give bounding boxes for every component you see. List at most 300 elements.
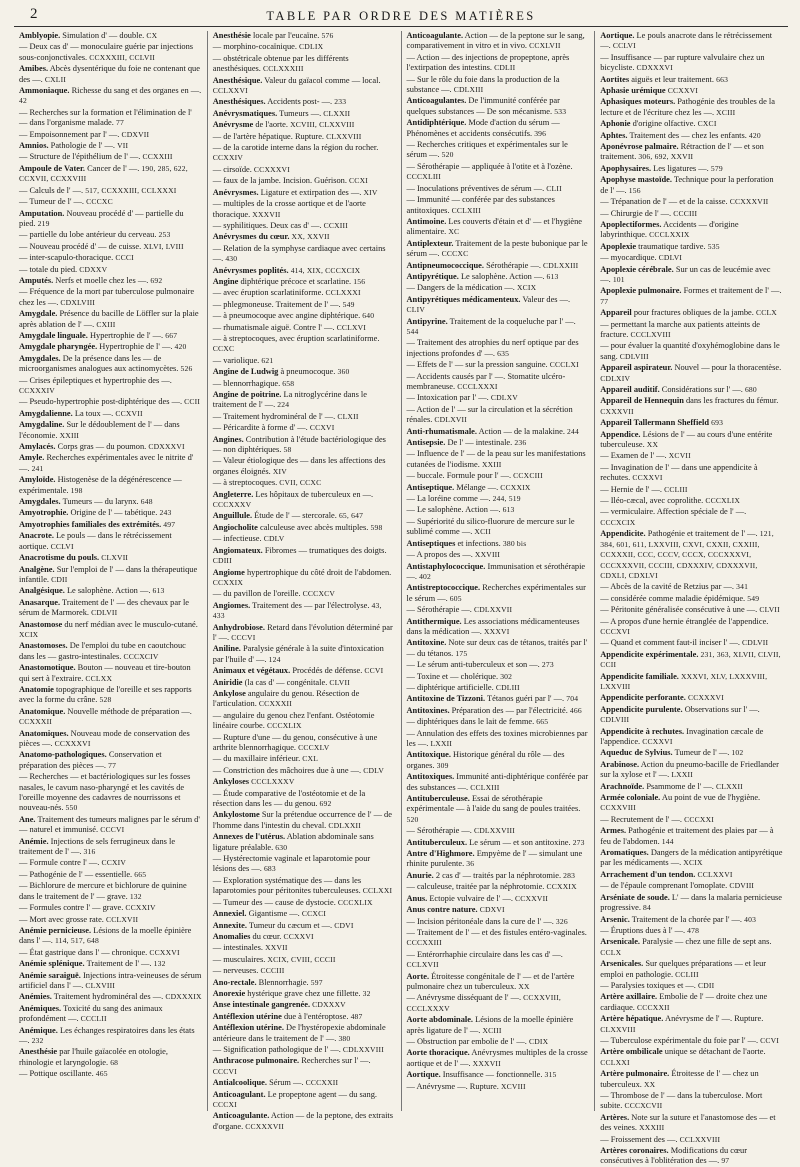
index-reference: CDLXVII: [434, 415, 468, 425]
index-entry: [19, 1069, 202, 1079]
index-term: Apoplexie cérébrale.: [600, 264, 674, 274]
index-reference: CCCLII: [80, 1014, 107, 1024]
index-entry: [407, 683, 590, 693]
index-entry: [600, 1069, 783, 1090]
index-description: — pour évaluer la quantité d'oxyhémoglobine dans le sang.: [600, 341, 780, 361]
index-entry: [213, 334, 396, 355]
index-reference: CCXXXVI: [253, 164, 290, 174]
index-entry: [600, 1014, 783, 1035]
index-entry: [600, 1091, 783, 1112]
index-entry: [19, 815, 202, 836]
index-reference: CCLIII: [675, 969, 699, 979]
index-description: Hypertrophie de l' —.: [89, 330, 164, 340]
index-reference: CCXI: [349, 176, 368, 186]
index-reference: 497: [163, 519, 176, 529]
index-term: Amyotrophie.: [19, 508, 69, 518]
index-term: Appareil aspirateur.: [600, 363, 673, 373]
index-reference: 241: [31, 463, 44, 473]
index-term: Antiplexteur.: [406, 238, 454, 248]
index-entry: [407, 75, 590, 96]
index-reference: CCLXVII: [406, 960, 439, 970]
index-reference: CLXXII: [323, 108, 351, 118]
index-reference: CCCVI: [100, 825, 125, 835]
index-entry: [19, 915, 202, 925]
index-entry: [19, 520, 202, 530]
index-term: Anse intestinale gangrenée.: [212, 1000, 311, 1010]
index-term: Antidiphtérique.: [406, 118, 467, 128]
index-description: — considérée comme maladie épidémique.: [600, 593, 746, 603]
index-reference: 224: [277, 400, 290, 410]
index-description: Le salophène. Action —.: [66, 586, 151, 596]
index-description: Cancer de l' —.: [87, 163, 140, 173]
index-reference: LXXII: [671, 770, 693, 780]
index-term: Ano-rectale.: [212, 977, 257, 987]
index-entry: [407, 449, 590, 470]
index-description: — Bichlorure de mercure et bichlorure de quinine dans le traitement de l' — grave.: [19, 881, 187, 901]
index-term: Appendicite expérimentale.: [600, 649, 699, 659]
index-term: Anémie.: [19, 836, 49, 846]
index-description: — totale du pied.: [19, 264, 78, 274]
index-description: Les échanges respiratoires dans les états —.: [19, 1025, 195, 1045]
index-entry: [407, 562, 590, 583]
index-entry: [19, 397, 202, 407]
index-entry: [407, 505, 590, 515]
index-entry: [213, 1012, 396, 1022]
index-term: Ammoniaque.: [19, 86, 70, 96]
index-description: Fibromes — trumatiques des doigts.: [264, 545, 387, 555]
index-entry: [407, 96, 590, 117]
index-reference: CCCXXXV: [212, 500, 252, 510]
index-entry: [407, 849, 590, 870]
index-term: Amygdalienne.: [19, 408, 73, 418]
index-reference: CDLVIII: [619, 351, 649, 361]
index-term: Aorte abdominale.: [406, 1015, 474, 1025]
index-term: Anti-rhumatismale.: [406, 426, 477, 436]
index-description: — de l'artère hépatique. Rupture.: [212, 131, 325, 141]
index-reference: 613: [546, 271, 559, 281]
index-entry: [213, 323, 396, 333]
index-entry: [213, 54, 396, 75]
index-term: Anévrysmatiques.: [212, 108, 278, 118]
index-reference: CCCIII: [673, 208, 698, 218]
index-description: Recherches sur l' —.: [301, 1056, 371, 1066]
index-term: Antistreptococcique.: [406, 583, 481, 593]
index-entry: [407, 838, 590, 848]
index-description: Action — de la malakine.: [478, 426, 565, 436]
index-reference: XXIII: [481, 459, 502, 469]
index-entry: [19, 553, 202, 563]
index-reference: 283: [563, 870, 576, 880]
index-reference: CDXXXIX: [165, 992, 202, 1002]
index-reference: XCIII: [716, 107, 736, 117]
index-description: Pathologie de l' —.: [50, 141, 115, 151]
index-entry: [600, 959, 783, 980]
index-description: Pathogénie des troubles de la lecture et de l'écriture chez les —.: [600, 97, 775, 117]
index-description: — avec éruption scarlatiniforme.: [212, 288, 324, 298]
index-entry: [213, 1111, 396, 1132]
index-entry: [213, 221, 396, 231]
index-description: — Inoculations préventives de sérum —.: [406, 183, 545, 193]
index-term: Aorte thoracique.: [406, 1048, 470, 1058]
index-reference: CDLIX: [299, 42, 324, 52]
index-term: Antipyrine.: [406, 316, 448, 326]
index-entry: [407, 826, 590, 836]
index-description: Nouveau procédé d' — partielle du pied.: [19, 208, 184, 228]
index-term: Amputation.: [19, 208, 65, 218]
index-description: Toxicité du sang des animaux profondément —.: [19, 1003, 163, 1024]
index-entry: [407, 1015, 590, 1036]
index-reference: CDIII: [212, 556, 232, 566]
index-description: — Pathogénie de l' — essentielle.: [19, 869, 133, 879]
index-entry: [600, 164, 783, 174]
index-description: Les couverts d'étain et d' — et l'hygiène alimentaire.: [406, 216, 582, 237]
index-term: Amygdales.: [19, 353, 61, 363]
index-term: Appendice.: [600, 429, 641, 439]
index-entry: [19, 858, 202, 868]
index-term: Anorexie: [212, 988, 246, 998]
index-entry: [600, 760, 783, 781]
index-term: Appareil de Hennequin: [600, 396, 684, 406]
index-term: Antitoxique.: [406, 750, 451, 760]
index-reference: VII: [117, 141, 129, 151]
index-description: — Tuberculose expérimentale du foie par l' —.: [600, 1035, 759, 1045]
index-entry: [407, 950, 590, 971]
index-description: De la présence dans les — de microorganismes analogues aux actinomycètes.: [19, 353, 179, 374]
index-entry: [19, 565, 202, 586]
index-description: — Éruptions dues à l' —.: [600, 925, 686, 935]
index-reference: CCCXCVII: [624, 1101, 663, 1111]
index-entry: [407, 118, 590, 139]
index-reference: CCXLVII: [529, 41, 561, 51]
index-entry: [19, 497, 202, 507]
index-reference: CCXXIX: [212, 577, 244, 587]
index-entry: [19, 586, 202, 596]
index-description: Traitement de la chorée par l' —.: [631, 914, 743, 924]
index-entry: [213, 876, 396, 897]
index-description: — Empoisonnement par l' —.: [19, 129, 120, 139]
index-entry: [600, 937, 783, 958]
index-description: — de la carotide interne dans la région du rocher.: [212, 143, 379, 153]
index-term: Antéflexion utérine: [212, 1011, 282, 1021]
index-reference: CCXXXII: [258, 699, 292, 709]
index-reference: 420: [748, 130, 761, 140]
index-description: 2 cas d' — traités par la néphrotomie.: [435, 870, 562, 880]
index-description: — Action de l' — sur la circulation et la sécrétion rénales.: [406, 404, 573, 425]
index-reference: CDIX: [528, 1036, 549, 1046]
index-reference: 273: [541, 660, 554, 670]
index-reference: CCCLXXXI: [457, 382, 498, 391]
index-reference: CCXXXII: [19, 717, 53, 727]
index-entry: [600, 672, 783, 693]
index-description: Formes et traitement de l' —.: [683, 286, 782, 296]
index-term: Antre d'Highmore.: [406, 849, 475, 859]
index-term: Antipyrétiques médicamenteux.: [406, 294, 521, 304]
index-entry: [213, 777, 396, 787]
index-entry: [19, 164, 202, 185]
index-reference: CCXXVII: [515, 893, 549, 903]
index-entry: [600, 826, 783, 847]
index-reference: CCLX: [600, 947, 622, 957]
index-entry: [19, 209, 202, 230]
index-description: Ectopie vulvaire de l' —.: [429, 893, 513, 903]
index-term: Aphtes.: [600, 130, 628, 140]
index-reference: CCLXXVI: [212, 86, 248, 96]
index-description: — Pottique oscillante.: [19, 1069, 94, 1079]
index-entry: [407, 471, 590, 481]
index-entry: [213, 754, 396, 764]
index-entry: [19, 475, 202, 496]
index-term: Anticoagulantes.: [406, 96, 467, 106]
index-description: Richesse du sang et des organes en —.: [71, 86, 202, 96]
index-reference: XIV: [363, 187, 378, 197]
index-reference: XCII: [474, 527, 491, 537]
index-entry: [213, 810, 396, 831]
index-reference: 683: [263, 864, 276, 874]
index-entry: [600, 363, 783, 384]
index-term: Anticoagulante.: [212, 1111, 270, 1121]
index-entry: [19, 409, 202, 419]
index-term: Apophyse mastoïde.: [600, 175, 672, 185]
index-entry: [407, 162, 590, 183]
index-description: — Structure de l'épithélium de l' —.: [19, 152, 141, 162]
index-description: Abcès dysentérique du foie ne contenant que des —.: [19, 64, 200, 84]
index-term: Amygdale.: [19, 309, 58, 319]
index-entry: [213, 678, 396, 688]
index-entry: [19, 64, 202, 85]
index-description: Tumeur du cæcum et —.: [248, 920, 333, 930]
index-description: — inter-scapulo-thoracique.: [19, 253, 114, 263]
index-entry: [19, 354, 202, 375]
index-reference: CCXXVIII: [600, 803, 637, 813]
index-reference: 232: [31, 1035, 44, 1045]
index-entry: [19, 86, 202, 107]
index-entry: [407, 360, 590, 370]
index-description: Psammome de l' —.: [646, 781, 714, 791]
index-reference: CCXCI: [301, 909, 327, 919]
index-reference: CCXXIX: [500, 482, 531, 492]
index-description: Traitement hydrominéral des —.: [53, 992, 164, 1002]
index-term: Artère hépatique.: [600, 1014, 664, 1024]
index-reference: CCXXIX: [546, 882, 577, 892]
index-entry: [600, 870, 783, 880]
index-entry: [600, 507, 783, 528]
index-term: Angiocholite: [212, 522, 258, 532]
index-reference: 549: [342, 299, 355, 309]
index-reference: CCLXVI: [336, 322, 367, 332]
index-description: hypertrophique du côté droit de l'abdomen.: [246, 567, 392, 577]
index-description: — Fréquence de la mort par tuberculose pulmonaire chez les —.: [19, 287, 195, 307]
index-reference: CCCLXVIII: [630, 329, 671, 339]
index-term: Angines.: [212, 434, 244, 444]
index-entry: [19, 130, 202, 140]
index-entry: [600, 748, 783, 758]
index-term: Anesthésie: [19, 1047, 58, 1057]
index-reference: 648: [140, 497, 153, 507]
index-reference: CDLVIII: [600, 715, 630, 725]
index-entry: [213, 568, 396, 589]
index-entry: [213, 244, 396, 265]
index-entry: [19, 881, 202, 902]
index-term: Arsenicale.: [600, 937, 641, 947]
index-reference: CLXVIII: [85, 980, 116, 990]
index-reference: 414, XIX, CCCXCIX: [290, 265, 361, 275]
index-description: Traitement de la peste bubonique par le sérum —.: [406, 238, 588, 259]
index-term: Appendicite purulente.: [600, 704, 683, 714]
index-reference: XCIII: [482, 1025, 502, 1035]
index-reference: XXIII: [59, 430, 80, 440]
index-reference: LXXII: [430, 739, 453, 748]
index-reference: CCCVI: [231, 632, 256, 642]
index-entry: [213, 546, 396, 567]
index-reference: 316: [83, 847, 96, 857]
index-description: Action du pneumo-bacille de Friedlander sur la xylose et l' —.: [600, 759, 779, 780]
index-term: Artère pulmonaire.: [600, 1069, 670, 1079]
index-description: — Annulation des effets des toxines microbiennes par les —.: [406, 728, 588, 748]
index-description: — cirsoïde.: [212, 164, 252, 174]
index-term: Anesthésique.: [212, 75, 263, 85]
index-entry: [407, 239, 590, 260]
index-entry: [600, 86, 783, 96]
index-entry: [600, 992, 783, 1013]
index-reference: CCXXVI: [149, 947, 180, 957]
index-reference: 219: [37, 218, 50, 228]
index-description: et infections.: [457, 538, 501, 548]
index-description: Le pouls — dans le rétrécissement aortique.: [19, 531, 172, 551]
index-description: — Obstruction par embolie de l' —.: [406, 1036, 527, 1046]
index-entry: [600, 341, 783, 362]
index-description: — Pseudo-hypertrophie post-diphtérique des —.: [19, 397, 183, 407]
index-reference: 466: [569, 705, 582, 715]
index-description: — du maxillaire inférieur.: [212, 754, 301, 764]
index-reference: 549: [747, 593, 760, 603]
index-entry: [407, 638, 590, 659]
index-term: Apoplexie pulmonaire.: [600, 286, 682, 296]
index-description: Tétanos guéri par l' —.: [487, 694, 565, 704]
index-description: Sur l'emploi de l' — dans la thérapeutique infantile.: [19, 564, 198, 584]
index-description: — vermiculaire. Affection spéciale de l' —.: [600, 507, 747, 517]
index-reference: 613: [152, 586, 165, 596]
index-entry: [19, 903, 202, 913]
index-reference: XCIX, CVIII, CCCII: [267, 954, 336, 964]
index-description: — phlegmoneuse. Traitement de l' —.: [212, 299, 341, 309]
index-description: — Supériorité du silico-fluorure de mercure sur le sublimé comme —.: [406, 516, 575, 537]
index-description: dans les fractures du fémur.: [685, 396, 779, 406]
index-column-2: [207, 31, 401, 1131]
index-term: Antisepsie.: [406, 438, 446, 448]
index-entry: [213, 854, 396, 875]
index-description: Traitement de la coqueluche par l' —.: [449, 316, 576, 326]
index-entry: [600, 308, 783, 318]
index-description: Embolie de l' — droite chez une cardiaque.: [600, 992, 768, 1012]
index-reference: 253: [158, 230, 171, 240]
index-entry: [213, 232, 396, 242]
index-entry: [213, 300, 396, 310]
index-reference: 430: [225, 254, 238, 264]
index-entry: [19, 420, 202, 441]
index-term: Anticoagulante.: [406, 31, 464, 40]
index-description: — Mort avec grosse rate.: [19, 914, 104, 924]
index-description: Traitement des — chez les enfants.: [629, 130, 747, 140]
index-description: — Formules contre l' — grave.: [19, 903, 124, 913]
index-entry: [19, 230, 202, 240]
index-description: Anévrysmes multiples de la crosse aortique et de l' —.: [406, 1048, 588, 1068]
index-reference: XXXVII: [472, 1058, 501, 1068]
index-reference: CDLV: [363, 765, 385, 775]
index-reference: CCCXLIX: [337, 897, 373, 907]
index-description: — Intoxication par l' —.: [406, 393, 489, 403]
index-entry: [407, 517, 590, 538]
index-reference: XCIX: [683, 858, 703, 868]
index-term: Anus contre nature.: [406, 905, 478, 915]
index-entry: [19, 186, 202, 196]
index-reference: 487: [350, 1011, 363, 1021]
index-reference: 101: [612, 274, 625, 284]
index-description: Considérations sur l' —.: [661, 385, 743, 394]
index-entry: [213, 511, 396, 521]
index-reference: CCCXXI: [684, 814, 714, 824]
index-description: — État gastrique dans l' — chronique.: [19, 947, 148, 957]
index-term: Anémique.: [19, 1025, 58, 1035]
index-description: aiguës et leur traitement.: [631, 74, 714, 84]
index-term: Analgène.: [19, 564, 55, 574]
index-reference: 236: [514, 438, 527, 448]
index-term: Appareil: [600, 308, 632, 318]
index-reference: CLIV: [406, 305, 426, 315]
index-reference: 597: [310, 977, 323, 987]
index-description: Hypertrophie de l' —.: [99, 342, 173, 352]
index-entry: [407, 672, 590, 682]
index-reference: XXXVI: [483, 626, 510, 636]
index-entry: [213, 490, 396, 511]
index-reference: 704: [566, 694, 579, 704]
index-reference: CCXXXIII, CCLVII: [89, 52, 156, 62]
index-entry: [407, 261, 590, 271]
index-entry: [19, 453, 202, 474]
index-reference: CDXVII: [121, 129, 150, 139]
index-entry: [407, 550, 590, 560]
index-description: due à l'entéroptose.: [283, 1011, 349, 1021]
index-description: — Trépanation de l' — et de la caisse.: [600, 197, 728, 207]
index-description: — infectieuse.: [212, 534, 262, 544]
index-term: Anomalies: [212, 931, 251, 941]
index-description: traumatique tardive.: [638, 241, 706, 251]
index-description: — musculaires.: [212, 954, 266, 964]
index-entry: [19, 197, 202, 207]
index-description: diphtérique précoce et scarlatine.: [240, 276, 352, 286]
index-description: du cœur.: [252, 931, 282, 941]
index-term: Analgésique.: [19, 586, 65, 596]
index-description: — partielle du lobe antérieur du cerveau.: [19, 230, 157, 240]
index-reference: CXLII: [44, 74, 67, 84]
index-description: — Formule contre l' —.: [19, 858, 100, 868]
index-reference: 605: [449, 593, 462, 603]
index-description: — Étude comparative de l'ostéotomie et de la résection dans les — du genou.: [212, 788, 366, 809]
index-term: Angine de poitrine.: [212, 390, 282, 399]
index-entry: [19, 959, 202, 969]
index-reference: 665: [536, 717, 549, 727]
index-reference: 144: [661, 836, 674, 846]
index-reference: XX: [643, 1079, 656, 1089]
index-reference: 132: [153, 959, 166, 969]
index-entry: [213, 1000, 396, 1010]
index-entry: [407, 1048, 590, 1069]
index-entry: [19, 598, 202, 619]
index-description: Origine de l' — tabétique.: [70, 508, 158, 518]
index-entry: [19, 276, 202, 286]
index-description: — Sérothérapie —.: [406, 605, 472, 615]
index-entry: [213, 176, 396, 186]
index-reference: CCCLXXXV: [251, 777, 295, 787]
